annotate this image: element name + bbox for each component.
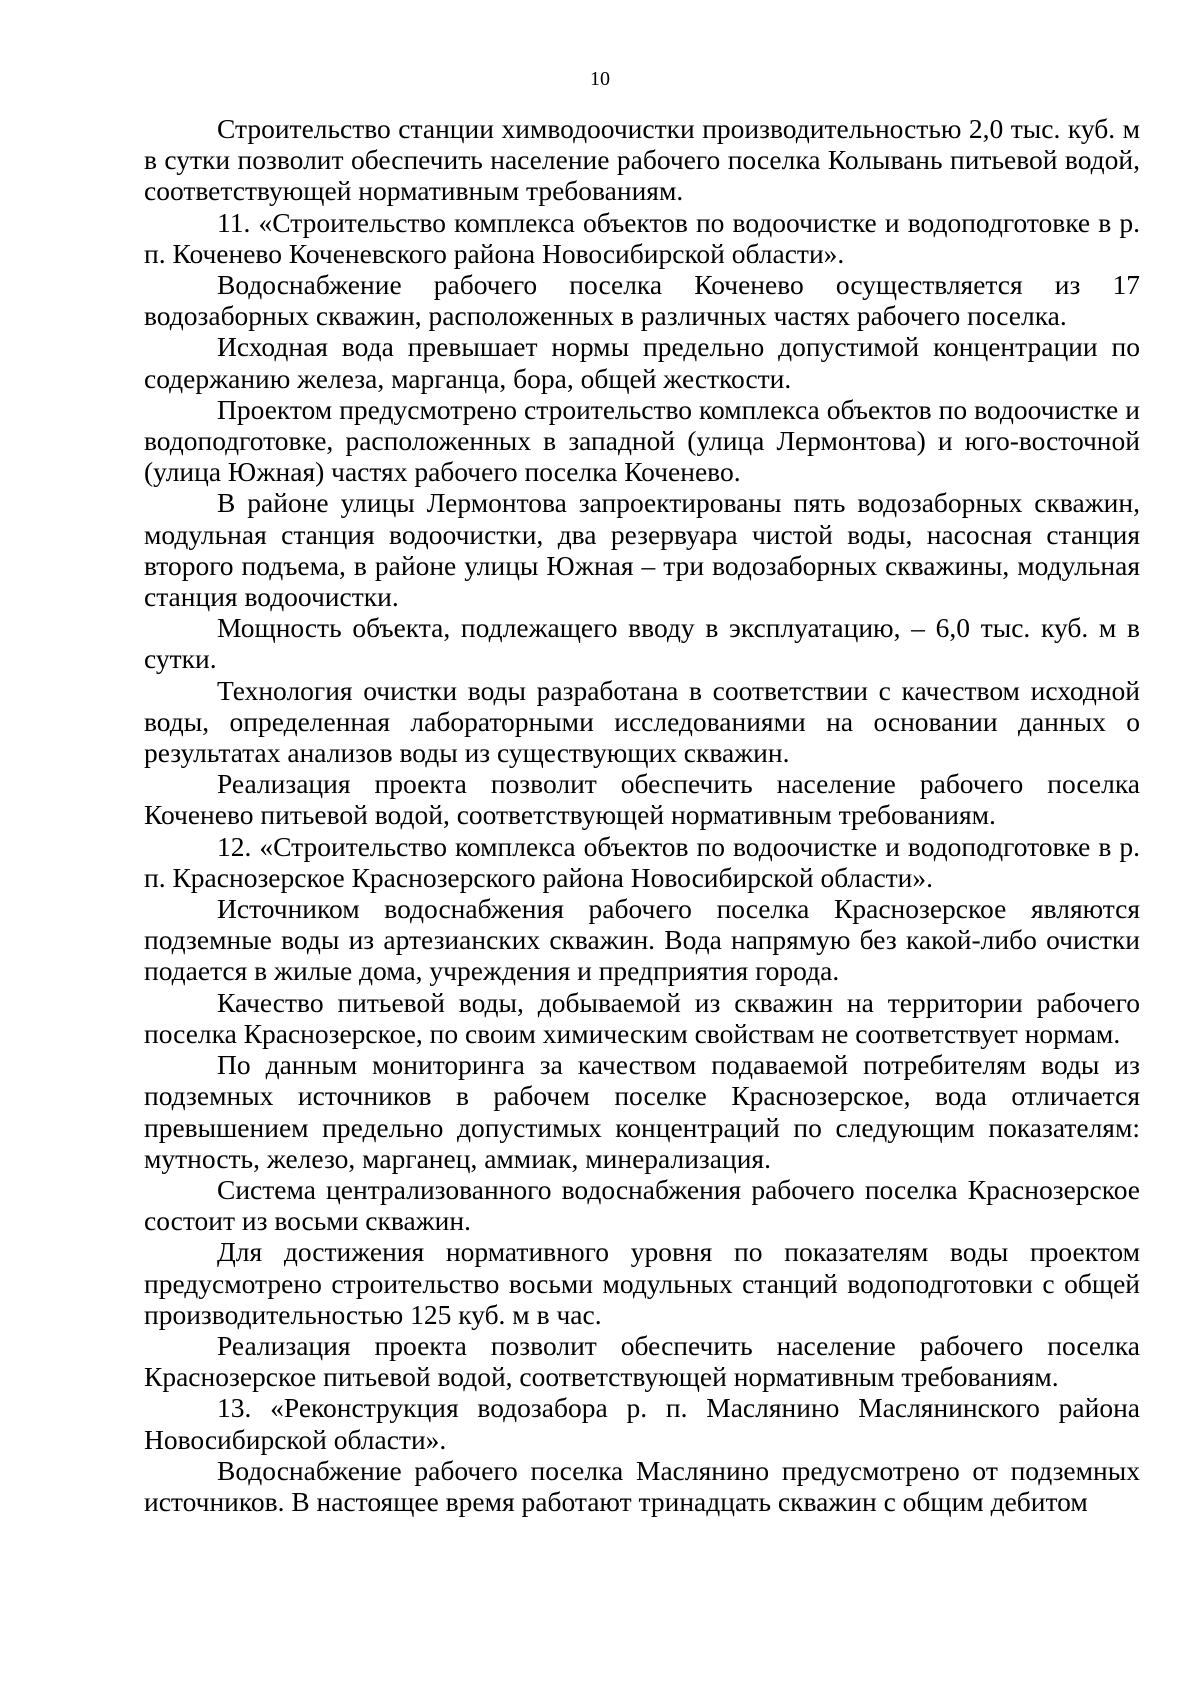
paragraph: Реализация проекта позволит обеспечить население рабочего поселка Коченево питьевой водой, соответствующей нормативным требованиям. [144, 768, 1140, 831]
section-heading-13: 13. «Реконструкция водозабора р. п. Маслянино Маслянинского района Новосибирской области». [144, 1392, 1140, 1455]
paragraph: Водоснабжение рабочего поселка Коченево осуществляется из 17 водозаборных скважин, расположенных в различных частях рабочего поселка. [144, 269, 1140, 332]
paragraph: Мощность объекта, подлежащего вводу в эксплуатацию, – 6,0 тыс. куб. м в сутки. [144, 612, 1140, 675]
paragraph: Проектом предусмотрено строительство комплекса объектов по водоочистке и водоподготовке, расположенных в западной (улица Лермонтова) и юго-восточной (улица Южная) частях рабочего поселка Коченево. [144, 393, 1140, 488]
page-number: 10 [590, 68, 610, 90]
section-heading-11: 11. «Строительство комплекса объектов по водоочистке и водоподготовке в р. п. Коченево Коченевского района Новосибирской области». [144, 206, 1140, 269]
paragraph: По данным мониторинга за качеством подаваемой потребителям воды из подземных источников в рабочем поселке Краснозерское, вода отличается превышением предельно допустимых концентраций по следующим показателям: мутность, железо, марганец, аммиак, минерализация. [144, 1049, 1140, 1174]
document-body [144, 113, 1140, 1517]
paragraph: В районе улицы Лермонтова запроектированы пять водозаборных скважин, модульная станция водоочистки, два резервуара чистой воды, насосная станция второго подъема, в районе улицы Южная – три водозаборных скважины, модульная станция водоочистки. [144, 487, 1140, 613]
paragraph: Источником водоснабжения рабочего поселка Краснозерское являются подземные воды из артезианских скважин. Вода напрямую без какой-либо очистки подается в жилые дома, учреждения и предприятия города. [144, 893, 1140, 987]
section-heading-12: 12. «Строительство комплекса объектов по водоочистке и водоподготовке в р. п. Краснозерское Краснозерского района Новосибирской области». [144, 830, 1140, 893]
paragraph: Система централизованного водоснабжения рабочего поселка Краснозерское состоит из восьми скважин. [144, 1173, 1140, 1237]
paragraph: Водоснабжение рабочего поселка Маслянино предусмотрено от подземных источников. В настоящее время работают тринадцать скважин с общим дебитом [144, 1454, 1140, 1517]
paragraph: Строительство станции химводоочистки производительностью 2,0 тыс. куб. м в сутки позволит обеспечить население рабочего поселка Колывань питьевой водой, соответствующей нормативным требованиям. [144, 113, 1140, 207]
paragraph: Исходная вода превышает нормы предельно допустимой концентрации по содержанию железа, марганца, бора, общей жесткости. [144, 331, 1140, 394]
paragraph: Реализация проекта позволит обеспечить население рабочего поселка Краснозерское питьевой водой, соответствующей нормативным требованиям. [144, 1329, 1140, 1393]
paragraph: Для достижения нормативного уровня по показателям воды проектом предусмотрено строительство восьми модульных станций водоподготовки с общей производительностью 125 куб. м в час. [144, 1236, 1140, 1330]
paragraph: Технология очистки воды разработана в соответствии с качеством исходной воды, определенная лабораторными исследованиями на основании данных о результатах анализов воды из существующих скважин. [144, 674, 1140, 769]
paragraph: Качество питьевой воды, добываемой из скважин на территории рабочего поселка Краснозерское, по своим химическим свойствам не соответствует нормам. [144, 986, 1140, 1049]
